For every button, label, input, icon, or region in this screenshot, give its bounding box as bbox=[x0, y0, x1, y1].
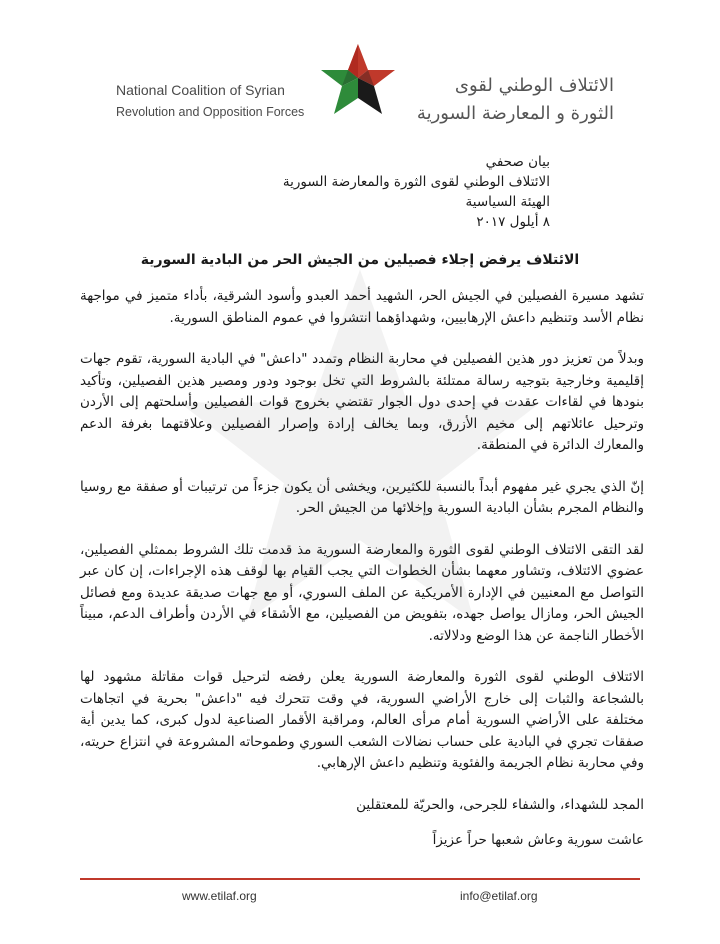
paragraph: إنّ الذي يجري غير مفهوم أبداً بالنسبة للكثيرين، ويخشى أن يكون جزءاً من ترتيبات أو صفقة مع روسيا والنظام المجرم بشأن البادية السورية وإخلائها من الجيش الحر. bbox=[80, 478, 644, 516]
paragraph: لقد التقى الائتلاف الوطني لقوى الثورة والمعارضة السورية مذ قدمت تلك الشروط بممثلي الفصيلين، عضوي الائتلاف، وتشاور معهما بشأن الخطوات التي يجب القيام بها لوقف هذه الإجراءات، إن كان عبر التواصل مع المعنيين في الإدارة الأمريكية عن الملف السوري، أو مع جهات صديقة عديدة ومع فصائل الجيش الحر، ومازال يواصل جهده، بتفويض من الفصيلين، مع الأشقاء في الأردن وأطراف الدعم، مبيناً الأخطار الناجمة عن هذا الوضع ودلالاته. bbox=[80, 541, 644, 644]
statement-title: الائتلاف يرفض إجلاء فصيلين من الجيش الحر من البادية السورية bbox=[140, 252, 580, 268]
statement-date: ٨ أيلول ٢٠١٧ bbox=[476, 214, 550, 230]
footer-divider bbox=[80, 878, 640, 880]
org-name-arabic bbox=[404, 72, 614, 128]
statement-meta bbox=[283, 152, 550, 232]
footer-website-link[interactable]: www.etilaf.org bbox=[182, 889, 257, 903]
closing-line: عاشت سورية وعاش شعبها حراً عزيزاً bbox=[432, 832, 644, 848]
paragraph: تشهد مسيرة الفصيلين في الجيش الحر، الشهيد أحمد العبدو وأسود الشرقية، بأداء متميز في مواجهة نظام الأسد وتنظيم داعش الإرهابيين، وشهداؤهما انتشروا في عموم المناطق السورية. bbox=[80, 288, 644, 326]
letterhead bbox=[0, 0, 720, 150]
star-logo-icon bbox=[318, 40, 398, 120]
closing-line: المجد للشهداء، والشفاء للجرحى، والحريّة للمعتقلين bbox=[356, 796, 644, 813]
org-name-english-line2: Revolution and Opposition Forces bbox=[116, 105, 305, 119]
issuing-body: الهيئة السياسية bbox=[465, 194, 550, 210]
issuer: الائتلاف الوطني لقوى الثورة والمعارضة السورية bbox=[282, 174, 550, 190]
footer-email-link[interactable]: info@etilaf.org bbox=[460, 889, 538, 903]
paragraph: الائتلاف الوطني لقوى الثورة والمعارضة السورية يعلن رفضه لترحيل قوات مقاتلة مشهود لها بالشجاعة والثبات إلى خارج الأراضي السورية، في وقت تتحرك فيه "داعش" بحرية في اتجاهات مختلفة على الأراضي السورية أمام مرأى العالم، ومراقبة الأقمار الصناعية لدول كبرى، كما يدين أية صفقات تجري في البادية على حساب نضالات الشعب السوري وطموحاته المشروعة في انتزاع حريته، وفي محاربة نظام الجريمة والفئوية وتنظيم داعش الإرهابي. bbox=[80, 669, 644, 771]
paragraph: وبدلاً من تعزيز دور هذين الفصيلين في محاربة النظام وتمدد "داعش" في البادية السورية، تقوم جهات إقليمية وخارجية بتوجيه رسالة ممتلئة بالشروط التي تخل بوجود ودور ومصير هذين الفصيلين، وتأكيد بنودها في لقاءات عقدت في إحدى دول الجوار تقتضي بخروج قوات الفصيلين وأسلحتهم إلى الأردن وترحيل عائلاتهم إلى مخيم الأزرق، وبما يخالف إرادة وإصرار الفصيلين وعلاقتهما بغرفة الدعم والمعارك الدائرة في المنطقة. bbox=[80, 351, 644, 453]
org-name-arabic-line2: الثورة و المعارضة السورية bbox=[416, 103, 614, 124]
org-name-english-line1: National Coalition of Syrian bbox=[116, 82, 285, 98]
statement-body bbox=[80, 286, 644, 866]
doc-type: بيان صحفي bbox=[485, 154, 550, 170]
org-name-arabic-line1: الائتلاف الوطني لقوى bbox=[454, 75, 614, 96]
org-name-english bbox=[116, 79, 304, 123]
